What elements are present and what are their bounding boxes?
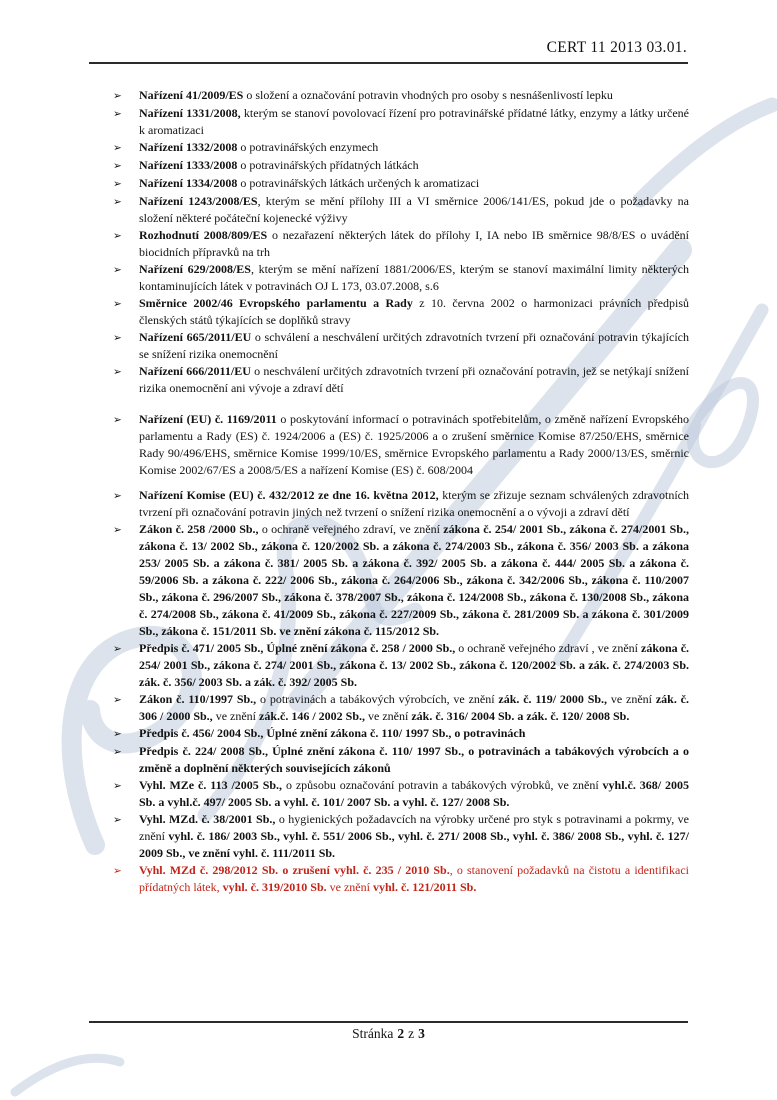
arrow-bullet-icon: ➢ [113,367,122,378]
arrow-bullet-icon: ➢ [113,866,122,877]
list-item [113,193,689,227]
list-item-text: Předpis č. 456/ 2004 Sb., Úplné znění zákona č. 110/ 1997 Sb., o potravinách [139,726,526,740]
arrow-bullet-icon: ➢ [113,91,122,102]
list-item [113,521,689,640]
list-item [113,105,689,139]
list-item-text: Zákon č. 110/1997 Sb., o potravinách a tabákových výrobcích, ve znění zák. č. 119/ 2000 Sb., ve znění zák. č. 306 / 2000 Sb., ve znění zák.č. 146 / 2002 Sb., ve znění zák. č. 316/ 2004 Sb. a zák. č. 120/ 2008 Sb. [139,692,689,723]
total-page-number: 3 [418,1026,425,1041]
list-item-text: Vyhl. MZe č. 113 /2005 Sb., o způsobu označování potravin a tabákových výrobků, ve znění vyhl.č. 368/ 2005 Sb. a vyhl.č. 497/ 2005 Sb. a vyhl. č. 101/ 2007 Sb. a vyhl. č. 127/ 2008 Sb. [139,778,689,809]
list-item-text: Předpis č. 471/ 2005 Sb., Úplné znění zákona č. 258 / 2000 Sb., o ochraně veřejného zdraví , ve znění zákona č. 254/ 2001 Sb., zákona č. 274/ 2001 Sb., zákona č. 13/ 2002 Sb., zákona č. 120/2002 Sb. a zák. č. 274/2003 Sb. zák. č. 356/ 2003 Sb. a zák. č. 392/ 2005 Sb. [139,641,690,689]
arrow-bullet-icon: ➢ [113,781,122,792]
arrow-bullet-icon: ➢ [113,299,122,310]
arrow-bullet-icon: ➢ [113,109,122,120]
arrow-bullet-icon: ➢ [113,179,122,190]
page-number-label: Stránka [352,1026,394,1041]
arrow-bullet-icon: ➢ [113,815,122,826]
list-item [113,811,689,862]
list-item [113,640,689,691]
list-item [113,725,689,743]
list-item-text: Nařízení 1333/2008 o potravinářských přídatných látkách [139,158,419,172]
arrow-bullet-icon: ➢ [113,491,122,502]
list-item [113,487,689,521]
list-item-text: Zákon č. 258 /2000 Sb., o ochraně veřejného zdraví, ve znění zákona č. 254/ 2001 Sb., zákona č. 274/2001 Sb., zákona č. 13/ 2002 Sb., zákona č. 120/2002 Sb. a zákona č. 274/2003 Sb., zákona č. 356/ 2003 Sb. a zákona 253/ 2005 Sb. a zákona č. 381/ 2005 Sb. a zákona č. 392/ 2005 Sb. a zákona č. 444/ 2005 Sb. a zákona č. 59/2006 Sb. a zákona č. 222/ 2006 Sb., zákona č. 264/2006 Sb., zákona č. 342/2006 Sb., zákona č. 110/2007 Sb., zákona č. 296/2007 Sb., zákona č. 378/2007 Sb., zákona č. 124/2008 Sb., zákona č. 130/2008 Sb., zákona č. 274/2008 Sb., zákona č. 41/2009 Sb., zákona č. 227/2009 Sb., zákona č. 281/2009 Sb. a zákona č. 301/2009 Sb., zákona č. 151/2011 Sb. ve znění zákona č. 115/2012 Sb. [139,522,690,638]
arrow-bullet-icon: ➢ [113,197,122,208]
list-item-text: Nařízení 666/2011/EU o neschválení určitých zdravotních tvrzení při označování potravin, jež se netýkají snížení rizika onemocnění ani vývoje a zdraví dětí [139,364,689,395]
list-item [113,862,689,896]
list-item [113,743,689,777]
list-item-text: Rozhodnutí 2008/809/ES o nezařazení některých látek do přílohy I, IA nebo IB směrnice 98/8/ES o uvádění biocidních přípravků na trh [139,228,689,259]
list-item [113,295,689,329]
arrow-bullet-icon: ➢ [113,161,122,172]
current-page-number: 2 [397,1026,405,1041]
arrow-bullet-icon: ➢ [113,143,122,154]
list-item [113,87,689,105]
list-item [113,227,689,261]
arrow-bullet-icon: ➢ [113,747,122,758]
arrow-bullet-icon: ➢ [113,333,122,344]
list-item [113,139,689,157]
list-item [113,411,689,479]
list-item-text: Předpis č. 224/ 2008 Sb., Úplné znění zákona č. 110/ 1997 Sb., o potravinách a tabákových výrobcích a o změně a doplnění některých souvisejících zákonů [139,744,689,775]
list-item [113,363,689,397]
arrow-bullet-icon: ➢ [113,265,122,276]
list-item [113,329,689,363]
page-number [0,1026,777,1042]
arrow-bullet-icon: ➢ [113,695,122,706]
arrow-bullet-icon: ➢ [113,415,122,426]
list-item-text: Směrnice 2002/46 Evropského parlamentu a Rady z 10. června 2002 o harmonizaci právních předpisů členských států týkajících se doplňků stravy [139,296,689,327]
footer-rule [89,1021,688,1023]
arrow-bullet-icon: ➢ [113,231,122,242]
regulation-list [113,87,689,896]
list-item-text: Nařízení 41/2009/ES o složení a označování potravin vhodných pro osoby s nesnášenlivostí lepku [139,88,613,102]
list-item-text: Vyhl. MZd č. 298/2012 Sb. o zrušení vyhl. č. 235 / 2010 Sb., o stanovení požadavků na čistotu a identifikaci přídatných látek, vyhl. č. 319/2010 Sb. ve znění vyhl. č. 121/2011 Sb. [139,863,689,894]
list-item-text: Nařízení 665/2011/EU o schválení a neschválení určitých zdravotních tvrzení při označování potravin týkajících se snížení rizika onemocnění [139,330,689,361]
arrow-bullet-icon: ➢ [113,729,122,740]
list-item-text: Nařízení (EU) č. 1169/2011 o poskytování informací o potravinách spotřebitelům, o změně nařízení Evropského parlamentu a Rady (ES) č. 1924/2006 a (ES) č. 1925/2006 a o zrušení směrnice Komise 87/250/EHS, směrnice Rady 90/496/EHS, směrnice Komise 1999/10/ES, směrnice Evropského parlamentu a Rady 2000/13/ES, směrnic Komise 2002/67/ES a 2008/5/ES a nařízení Komise (ES) č. 608/2004 [139,412,690,477]
arrow-bullet-icon: ➢ [113,644,122,655]
list-item [113,175,689,193]
header-rule [89,62,688,64]
arrow-bullet-icon: ➢ [113,525,122,536]
list-item-text: Nařízení 1334/2008 o potravinářských látkách určených k aromatizaci [139,176,480,190]
list-item-text: Nařízení 629/2008/ES, kterým se mění nařízení 1881/2006/ES, kterým se stanoví maximální limity některých kontaminujících látek v potravinách OJ L 173, 03.07.2008, s.6 [139,262,689,293]
list-item [113,157,689,175]
list-item [113,261,689,295]
list-item-text: Nařízení 1243/2008/ES, kterým se mění přílohy III a VI směrnice 2006/141/ES, pokud jde o požadavky na složení některé počáteční kojenecké výživy [139,194,689,225]
page-number-separator: z [408,1026,415,1041]
list-item [113,777,689,811]
list-item [113,691,689,725]
list-item-text: Vyhl. MZd. č. 38/2001 Sb., o hygienických požadavcích na výrobky určené pro styk s potravinami a pokrmy, ve znění vyhl. č. 186/ 2003 Sb., vyhl. č. 551/ 2006 Sb., vyhl. č. 271/ 2008 Sb., vyhl. č. 386/ 2008 Sb., vyhl. č. 127/ 2009 Sb., ve znění vyhl. č. 111/2011 Sb. [139,812,689,860]
list-item-text: Nařízení 1331/2008, kterým se stanoví povolovací řízení pro potravinářské přídatné látky, enzymy a látky určené k aromatizaci [139,106,689,137]
document-code: CERT 11 2013 03.01. [546,39,687,56]
list-item-text: Nařízení Komise (EU) č. 432/2012 ze dne 16. května 2012, kterým se zřizuje seznam schválených zdravotních tvrzení při označování potravin jiných než tvrzení o snížení rizika onemocnění a o vývoji a zdraví dětí [139,488,690,519]
list-item-text: Nařízení 1332/2008 o potravinářských enzymech [139,140,379,154]
